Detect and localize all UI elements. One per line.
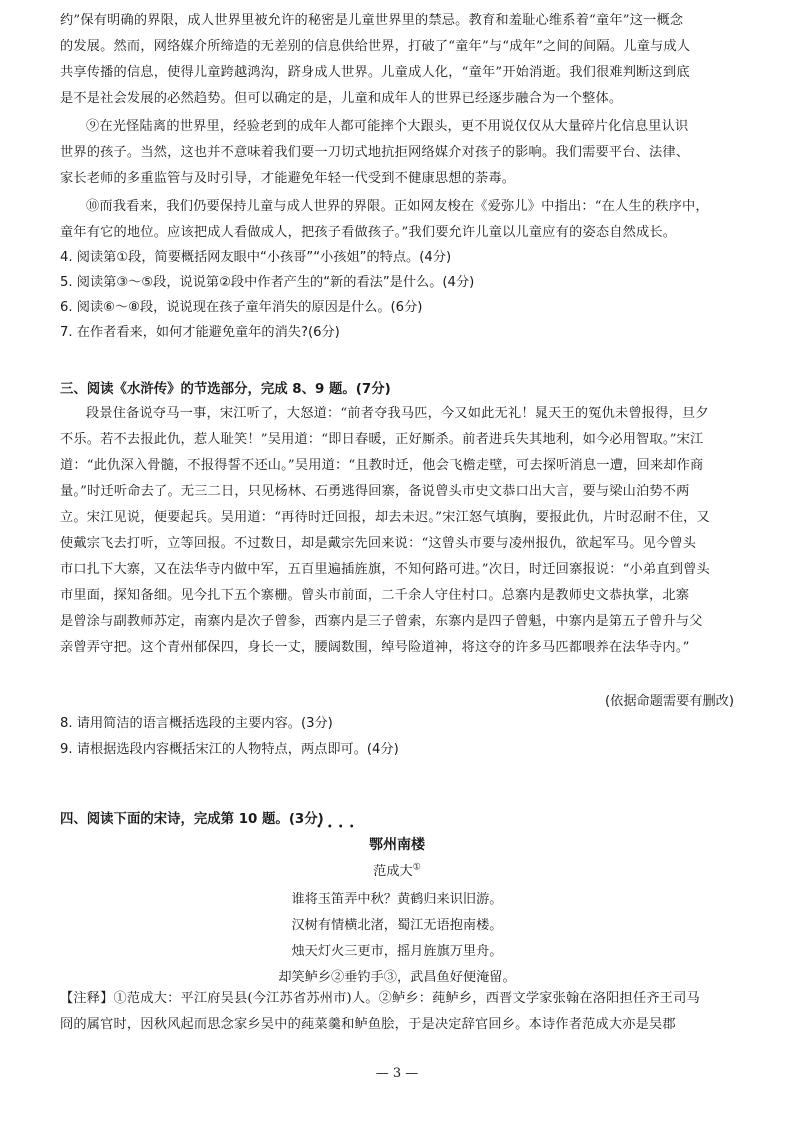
excerpt-line: 量。”时迁听命去了。无三二日，只见杨林、石勇逃得回寨，备说曾头市史文恭口出大言，要与梁山泊势不两 [60,484,690,499]
passage-line: 约”保有明确的界限，成人世界里被允许的秘密是儿童世界里的禁忌。教育和羞耻心维系着“童年”这一概念 [60,13,684,28]
page-number: — 3 — [375,1066,419,1081]
question-7: 7. 在作者看来，如何才能避免童年的消失?(6分) [60,325,340,340]
poem-title: 鄂州南楼 [369,837,425,853]
question-8: 8. 请用简洁的语言概括选段的主要内容。(3分) [60,716,333,731]
question-4: 4. 阅读第①段，简要概括网友眼中“小孩哥”“小孩姐”的特点。(4分) [60,250,452,265]
poem-line: 烛天灯火三更市，摇月旌旗万里舟。 [291,944,503,959]
poem-author-line [0,860,794,879]
poem-line: 却笑鲈乡②垂钓手③，武昌鱼好便淹留。 [278,970,516,985]
question-6: 6. 阅读⑥～⑧段，说说现在孩子童年消失的原因是什么。(6分) [60,300,423,315]
poem-line: 谁将玉笛弄中秋？黄鹤归来识旧游。 [291,892,503,907]
section-4-heading: 四、阅读下面的宋诗，完成第 10 题。(3分) [60,812,324,827]
excerpt-line: 不乐。若不去报此仇，惹人耻笑！”吴用道：“即日春暖，正好厮杀。前者进兵失其地利，如今必用智取。”宋江 [60,432,704,447]
excerpt-line: 市里面，探知备细。见今扎下五个寨栅。曾头市前面，二千余人守住村口。总寨内是教师史文恭执掌，北寨 [60,588,690,603]
author-note-mark: ① [412,862,421,873]
paragraph-9-line: ⑨在光怪陆离的世界里，经验老到的成年人都可能摔个大跟头，更不用说仅仅从大量碎片化信息里认识 [86,119,689,134]
question-5: 5. 阅读第③～⑤段，说说第②段中作者产生的“新的看法”是什么。(4分) [60,275,475,290]
paragraph-9-line: 家长老师的多重监管与及时引导，才能避免年轻一代受到不健康思想的荼毒。 [60,171,516,186]
annotation-line: 冏的属官时，因秋风起而思念家乡吴中的莼菜羹和鲈鱼脍，于是决定辞官回乡。本诗作者范成大亦是吴郡 [60,1017,676,1032]
section-3-heading: 三、阅读《水浒传》的节选部分，完成 8、9 题。(7分) [60,382,391,397]
excerpt-line: 段景住备说夺马一事，宋江听了，大怒道：“前者夺我马匹，今又如此无礼！晁天王的冤仇未曾报得，旦夕 [86,406,709,421]
paragraph-9-line: 世界的孩子。当然，这也并不意味着我们要一刀切式地抗拒网络媒介对孩子的影响。我们需要平台、法律、 [60,145,690,160]
poem-line: 汉树有情横北渚，蜀江无语抱南楼。 [291,918,503,933]
excerpt-line: 道：“此仇深入骨髓，不报得誓不还山。”吴用道：“且教时迁，他会飞檐走壁，可去探听消息一遭，回来却作商 [60,458,704,473]
passage-line: 的发展。然而，网络媒介所缔造的无差别的信息供给世界，打破了“童年”与“成年”之间的间隔。儿童与成人 [60,39,691,54]
passage-line: 是不是社会发展的必然趋势。但可以确定的是，儿童和成年人的世界已经逐步融合为一个整体。 [60,91,623,106]
source-note: (依据命题需要有删改) [605,694,734,709]
excerpt-line: 立。宋江见说，便要起兵。吴用道：“再待时迁回报，却去未迟。”宋江怒气填胸，要报此仇，片时忍耐不住，又 [60,510,710,525]
excerpt-line: 使戴宗飞去打听，立等回报。不过数日，却是戴宗先回来说：“这曾头市要与凌州报仇，欲起军马。见今曾头 [60,536,697,551]
paragraph-10-line: 童年有它的地位。应该把成人看做成人，把孩子看做孩子。”我们要允许儿童以儿童应有的姿态自然成长。 [60,225,677,240]
passage-line: 共享传播的信息，使得儿童跨越鸿沟，跻身成人世界。儿童成人化，“童年”开始消逝。我们很难判断这到底 [60,65,690,80]
paragraph-10-line: ⑩而我看来，我们仍要保持儿童与成人世界的界限。正如网友梭在《爱弥儿》中指出：“在人生的秩序中， [86,199,709,214]
question-9: 9. 请根据选段内容概括宋江的人物特点，两点即可。(4分) [60,742,399,757]
emphasis-dots: •••• [316,822,360,833]
excerpt-line: 市口扎下大寨，又在法华寺内做中军，五百里遍插旌旗，不知何路可进。”次日，时迁回寨报说：“小弟直到曾头 [60,562,710,577]
annotation-line: 【注释】①范成大：平江府吴县(今江苏省苏州市)人。②鲈乡：莼鲈乡，西晋文学家张翰在洛阳担任齐王司马 [60,991,700,1006]
excerpt-line: 是曾涂与副教师苏定，南寨内是次子曾参，西寨内是三子曾索，东寨内是四子曾魁，中寨内是第五子曾升与父 [60,614,703,629]
poem-author: 范成大 [373,864,413,879]
excerpt-line: 亲曾弄守把。这个青州郁保四，身长一丈，腰阔数围，绰号险道神，将这夺的许多马匹都喂养在法华寺内。” [60,640,690,655]
